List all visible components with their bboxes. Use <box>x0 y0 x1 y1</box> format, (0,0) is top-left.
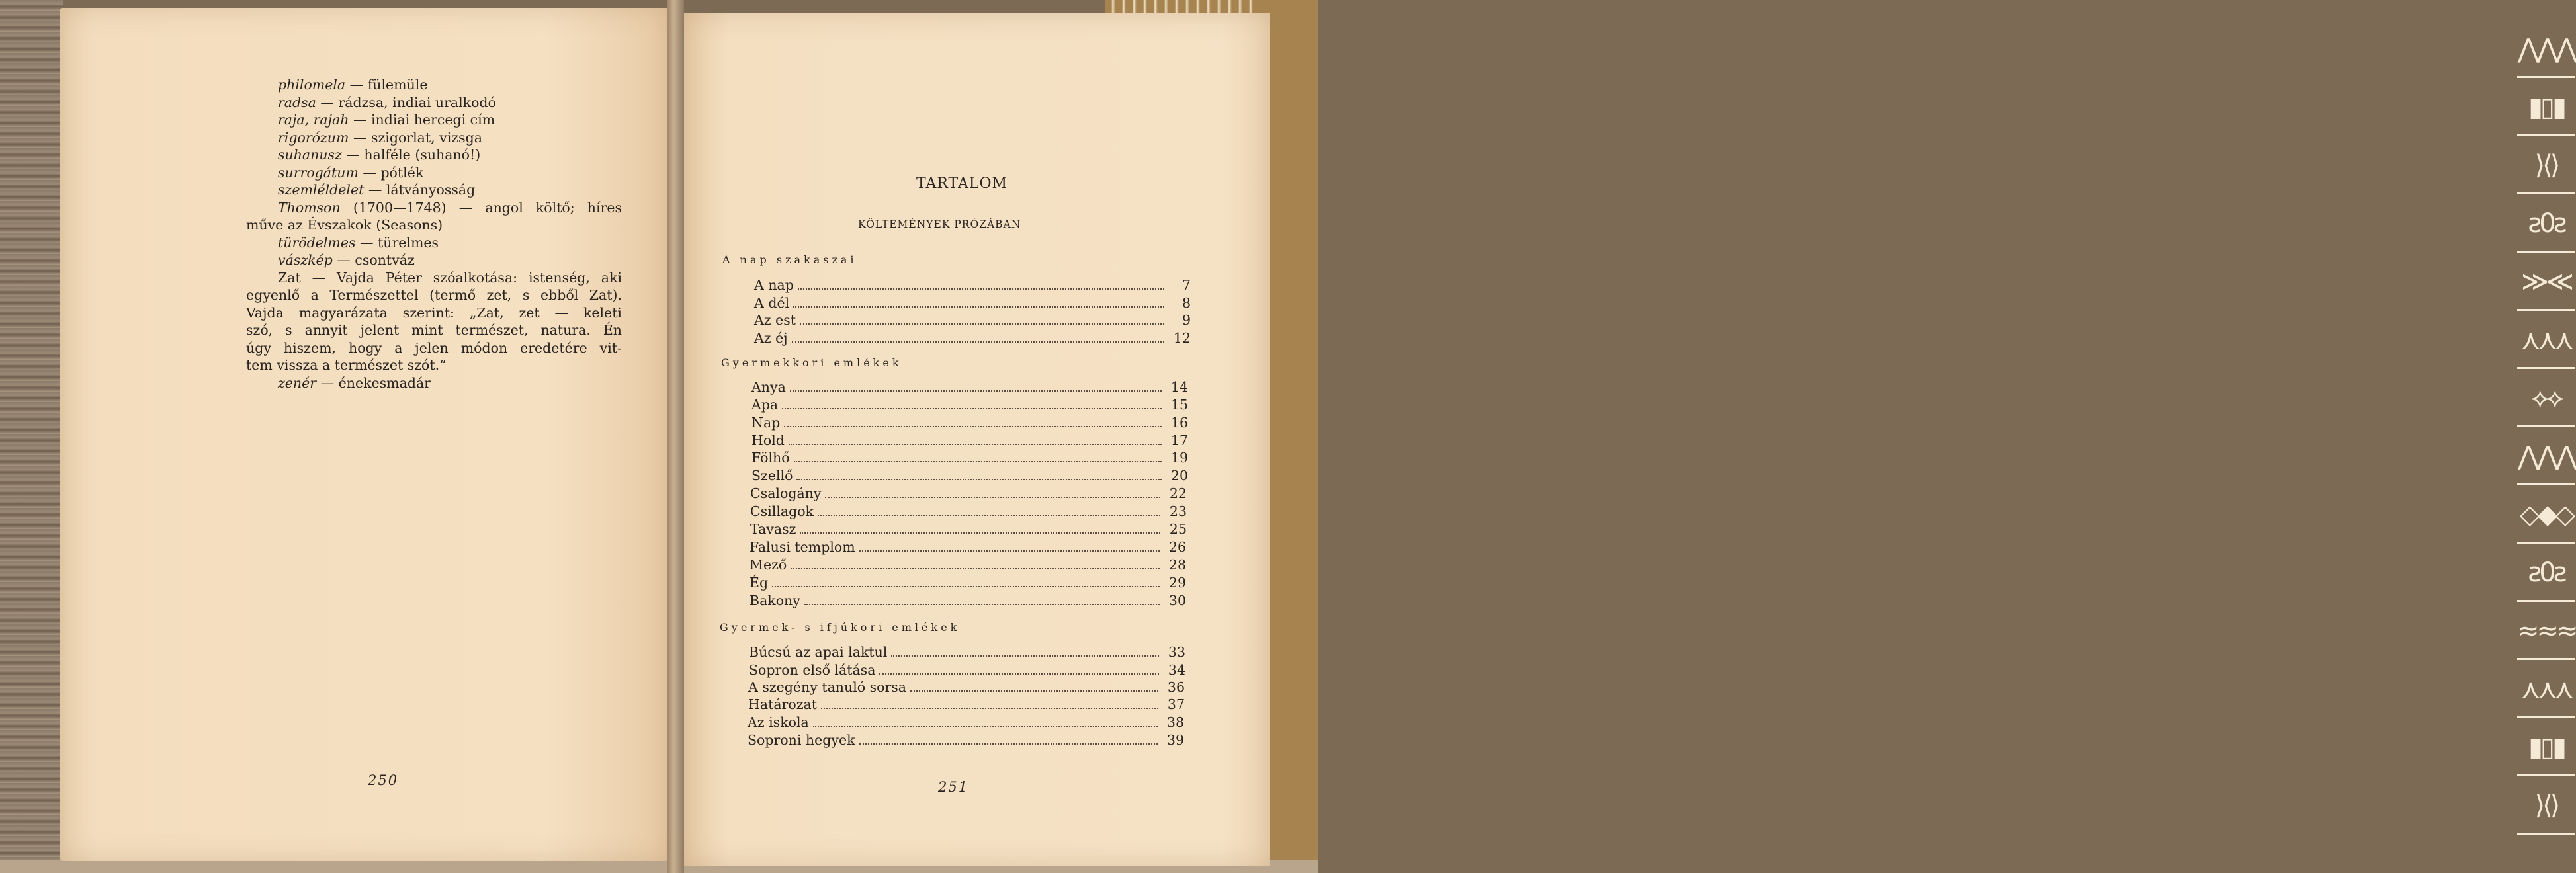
cover-ornament: ⋏⋏⋏ <box>2517 311 2575 369</box>
section-heading: Gyermek- s ifjúkori emlékek <box>720 621 961 634</box>
glossary-entry: rigorózum — szigorlat, vizsga <box>278 129 482 146</box>
glossary-entry: suhanusz — halféle (suhanó!) <box>278 147 481 163</box>
toc-entry: Tavasz 25 <box>750 521 1187 537</box>
page-number-right: 251 <box>938 779 969 795</box>
toc-entry: Csalogány 22 <box>750 485 1187 501</box>
toc-entry: Mező 28 <box>750 557 1186 573</box>
cover-ornament: ⋀⋀⋀ <box>2517 20 2575 78</box>
glossary-entry: Thomson (1700—1748) — angol költő; híres <box>278 199 622 216</box>
toc-entry: Búcsú az apai laktul 33 <box>749 644 1185 660</box>
toc-entry: Apa 15 <box>751 397 1188 413</box>
toc-entry: A szegény tanuló sorsa 36 <box>748 679 1185 695</box>
toc-entry: Szellő 20 <box>751 468 1188 483</box>
glossary-entry: surrogátum — pótlék <box>278 164 424 181</box>
zat-paragraph-line: Zat — Vajda Péter szóalkotása: istenség, aki <box>278 269 622 286</box>
toc-entry: Bakony 30 <box>750 593 1186 608</box>
glossary <box>246 76 622 392</box>
toc-entry: Sopron első látása 34 <box>749 662 1185 678</box>
glossary-entry: türödelmes — türelmes <box>278 234 439 251</box>
zat-paragraph-line: úgy hiszem, hogy a jelen módon eredetére vit- <box>246 339 622 356</box>
glossary-entry: radsa — rádzsa, indiai uralkodó <box>278 94 496 110</box>
toc-entry: Nap 16 <box>751 415 1188 431</box>
cover-ornament: ≫≪ <box>2517 253 2575 311</box>
toc-entry: Fölhő 19 <box>751 450 1188 466</box>
section-heading: Gyermekkori emlékek <box>721 356 902 369</box>
glossary-entry: zenér — énekesmadár <box>278 374 431 391</box>
cover-ornament: ◇◆◇ <box>2517 485 2575 544</box>
cover-ornament: ▮▯▮ <box>2517 718 2575 776</box>
zat-paragraph-line: szó, s annyit jelent mint természet, natura. Én <box>246 322 622 338</box>
book-gutter <box>667 0 684 873</box>
cover-ornament: ƨ0ƨ <box>2517 194 2575 253</box>
toc-entry: Ég 29 <box>750 575 1186 591</box>
zat-paragraph-line: tem vissza a természet szót.“ <box>246 357 447 373</box>
toc-entry: Soproni hegyek 39 <box>748 732 1184 748</box>
toc-entry: Az éj 12 <box>754 330 1191 346</box>
zat-paragraph-line: Vajda magyarázata szerint: „Zat, zet — keleti <box>246 304 622 321</box>
toc-entry: Csillagok 23 <box>750 503 1187 519</box>
toc-subtitle: KÖLTEMÉNYEK PRÓZÁBAN <box>858 218 1021 230</box>
cover-ornament: ⟩⟨⟩ <box>2517 136 2575 194</box>
cover-ornament: ⟩⟨⟩ <box>2517 776 2575 835</box>
cover-ornament: ▮▯▮ <box>2517 78 2575 136</box>
glossary-entry: raja, rajah — indiai hercegi cím <box>278 112 495 128</box>
glossary-entry: szemléldelet — látványosság <box>278 182 476 198</box>
cover-ornament: ƨ0ƨ <box>2517 544 2575 602</box>
toc-title: TARTALOM <box>916 175 1008 192</box>
toc-entry: A dél 8 <box>754 295 1191 311</box>
toc-entry: Az iskola 38 <box>748 714 1184 730</box>
cover-ornament: ⟡⟡ <box>2517 369 2575 427</box>
cover-ornament: ⋀⋀⋀ <box>2517 427 2575 485</box>
zat-paragraph-line: egyenlő a Természettel (termő zet, s ebből Zat). <box>246 287 622 303</box>
cover-ornament: ⋏⋏⋏ <box>2517 660 2575 718</box>
glossary-entry: philomela — fülemüle <box>278 77 428 93</box>
toc-entry: A nap 7 <box>754 277 1191 293</box>
toc-entry: Az est 9 <box>754 312 1191 328</box>
toc-entry: Hold 17 <box>751 433 1188 448</box>
glossary-entry: vászkép — csontváz <box>278 252 415 268</box>
glossary-continuation: műve az Évszakok (Seasons) <box>246 217 443 233</box>
cover-ornament: ≈≈≈ <box>2517 602 2575 660</box>
toc-entry: Határozat 37 <box>748 696 1185 712</box>
toc-entry: Anya 14 <box>751 379 1188 395</box>
page-number-left: 250 <box>368 772 399 788</box>
toc-entry: Falusi templom 26 <box>750 539 1186 555</box>
scan-background-left <box>0 0 63 873</box>
section-heading: A nap szakaszai <box>722 253 857 266</box>
